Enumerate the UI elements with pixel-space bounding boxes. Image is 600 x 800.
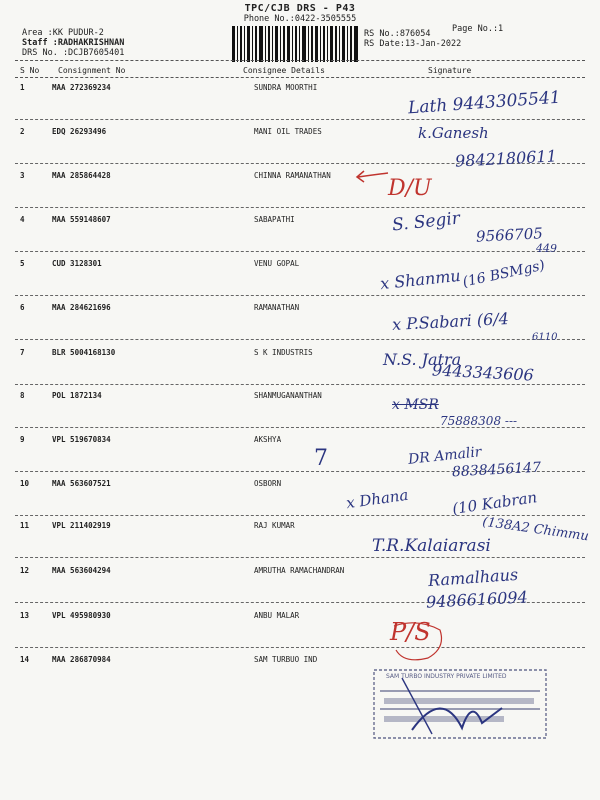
row-sno: 10 — [20, 479, 30, 488]
consignee-name: OSBORN — [254, 479, 282, 488]
signature-row-10: x Dhana — [345, 485, 410, 513]
consignee-name: CHINNA RAMANATHAN — [254, 171, 331, 180]
du-mark: D/U — [388, 176, 432, 201]
row-sno: 1 — [20, 83, 25, 92]
stamp-text: SAM TURBO INDUSTRY PRIVATE LIMITED — [386, 673, 507, 680]
note-row-10: (10 Kabran — [451, 488, 539, 518]
consignment-number: VPL 495980930 — [52, 611, 111, 620]
column-consignee: Consignee Details — [243, 66, 325, 75]
sheet-title: TPC/CJB DRS - P43 — [244, 3, 356, 14]
scribble-mark — [388, 620, 448, 664]
signature-row-6: x P.Sabari (6/4 — [391, 308, 510, 335]
consignment-number: POL 1872134 — [52, 391, 102, 400]
barcode-icon — [232, 26, 358, 62]
arrow-icon — [354, 165, 390, 185]
consignee-name: AMRUTHA RAMACHANDRAN — [254, 566, 345, 575]
rs-info — [364, 29, 461, 49]
consignee-name: RAMANATHAN — [254, 303, 300, 312]
row-sno: 3 — [20, 171, 25, 180]
area-label: Area :KK PUDUR-2 — [22, 28, 104, 38]
row-sno: 5 — [20, 259, 25, 268]
consignment-number: MAA 285864428 — [52, 171, 111, 180]
consignment-number: MAA 272369234 — [52, 83, 111, 92]
column-signature: Signature — [428, 66, 472, 75]
table-row — [0, 303, 600, 347]
row-divider — [15, 119, 585, 120]
column-sno: S No — [20, 66, 40, 75]
phone-row-7: 9443343606 — [431, 360, 535, 385]
row-divider — [15, 647, 585, 648]
consignee-name: SABAPATHI — [254, 215, 295, 224]
consignment-number: MAA 284621696 — [52, 303, 111, 312]
phone-number: Phone No.:0422-3505555 — [243, 14, 357, 24]
phone-row-9: 8838456147 — [451, 459, 542, 481]
consignee-name: MANI OIL TRADES — [254, 127, 322, 136]
note-row-5: (16 BSMgs) — [461, 257, 547, 291]
ps-mark: P/S — [390, 618, 431, 646]
table-row — [0, 171, 600, 215]
row-divider — [15, 251, 585, 252]
consignment-number: BLR 5004168130 — [52, 348, 116, 357]
row-sno: 2 — [20, 127, 25, 136]
signature-row-5: x Shanmu — [379, 265, 462, 294]
row-sno: 11 — [20, 521, 30, 530]
consignment-number: MAA 559148607 — [52, 215, 111, 224]
row-sno: 12 — [20, 566, 30, 575]
row-sno: 9 — [20, 435, 25, 444]
column-divider — [15, 77, 585, 78]
row-sno: 7 — [20, 348, 25, 357]
phone-row-4-cont: 449 — [536, 242, 557, 255]
consignment-number: MAA 286870984 — [52, 655, 111, 664]
phone-row-12: 9486616094 — [425, 587, 529, 612]
note-row-11: (138A2 Chimmu — [481, 514, 590, 545]
row-divider — [15, 339, 585, 340]
consignee-name: S K INDUSTRIS — [254, 348, 313, 357]
run-info — [22, 28, 124, 58]
column-consignment: Consignment No — [58, 66, 126, 75]
consignee-name: AKSHYA — [254, 435, 282, 444]
row-divider — [15, 515, 585, 516]
row-divider — [15, 557, 585, 558]
drs-number: DRS No. :DCJB7605401 — [22, 48, 125, 58]
signature-row-7: N.S. Jatra — [383, 350, 462, 369]
row-sno: 13 — [20, 611, 30, 620]
phone-row-4: 9566705 — [475, 224, 544, 246]
signature-row-9: DR Amalir — [407, 444, 483, 468]
table-row — [0, 391, 600, 435]
consignee-name: SAM TURBUO IND — [254, 655, 318, 664]
consignment-number: VPL 211402919 — [52, 521, 111, 530]
consignee-name: SUNDRA MOORTHI — [254, 83, 318, 92]
consignment-number: CUD 3128301 — [52, 259, 102, 268]
signature-row-2: k.Ganesh — [418, 124, 489, 142]
consignment-number: EDQ 26293496 — [52, 127, 107, 136]
rs-date: RS Date:13-Jan-2022 — [364, 39, 462, 49]
signature-row-1: Lath 9443305541 — [407, 87, 562, 119]
row-sno: 14 — [20, 655, 30, 664]
page-number: Page No.:1 — [452, 24, 504, 34]
signature-row-4: S. Segir — [391, 208, 461, 236]
signature-row-8: x MSR — [392, 397, 439, 413]
consignment-number: MAA 563607521 — [52, 479, 111, 488]
header-divider — [15, 60, 585, 61]
consignee-name: VENU GOPAL — [254, 259, 300, 268]
table-row — [0, 611, 600, 655]
signature-row-11: T.R.Kalaiarasi — [372, 536, 491, 556]
consignee-name: RAJ KUMAR — [254, 521, 295, 530]
row-sno: 8 — [20, 391, 25, 400]
row-divider — [15, 295, 585, 296]
row-divider — [15, 207, 585, 208]
consignment-number: VPL 519670834 — [52, 435, 111, 444]
row-sno: 6 — [20, 303, 25, 312]
signature-row-12: Ramalhaus — [427, 564, 519, 591]
row-sno: 4 — [20, 215, 25, 224]
consignment-number: MAA 563604294 — [52, 566, 111, 575]
consignee-name: SHANMUGANANTHAN — [254, 391, 322, 400]
phone-row-8: 75888308 --- — [440, 414, 518, 428]
rs-number: RS No.:876054 — [364, 29, 431, 39]
phone-row-2: 9842180611 — [454, 146, 558, 171]
consignee-name: ANBU MALAR — [254, 611, 300, 620]
staff-label: Staff :RADHAKRISHNAN — [22, 38, 125, 48]
mark-row-9: 7 — [314, 446, 328, 471]
note-row-6: 6110 — [532, 332, 558, 343]
row-divider — [15, 384, 585, 385]
